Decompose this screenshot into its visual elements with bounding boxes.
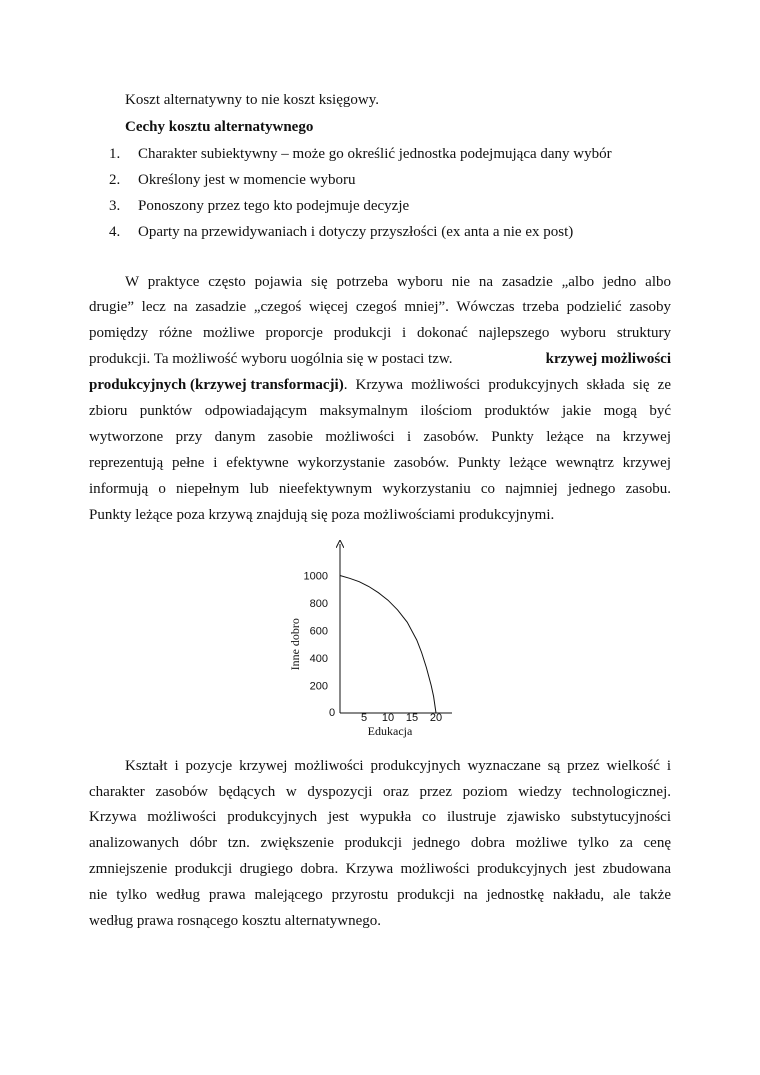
paragraph-line: zmniejszenie produkcji drugiego dobra. Krzywa możliwości produkcyjnych jest zbudowana: [89, 861, 671, 877]
y-tick-label: 400: [309, 653, 328, 665]
paragraph-line: analizowanych dóbr tzn. zwiększenie produkcji jednego dobra możliwe tylko za cenę: [89, 835, 671, 851]
features-heading: Cechy kosztu alternatywnego: [125, 119, 314, 135]
x-tick-label: 20: [429, 712, 443, 724]
y-axis-label: Inne dobro: [288, 618, 302, 671]
paragraph-line: zbioru punktów odpowiadającym maksymalnym ilościom produktów jakie mogą być: [89, 403, 671, 419]
paragraph-line: nie tylko według prawa malejącego przyrostu produkcji na jednostkę nakładu, ale także: [89, 887, 671, 903]
paragraph-line: reprezentują pełne i efektywne wykorzystanie zasobów. Punkty leżące wewnątrz krzywej: [89, 455, 671, 471]
list-item: Ponoszony przez tego kto podejmuje decyzje: [138, 198, 410, 214]
paragraph-line: informują o niepełnym lub nieefektywnym wykorzystaniu co najmniej jednego zasobu.: [89, 481, 671, 497]
paragraph-line: drugie” lecz na zasadzie „czegoś więcej czegoś mniej”. Wówczas trzeba podzielić zasoby: [89, 299, 671, 315]
paragraph-line: wytworzone przy danym zasobie możliwości i zasobów. Punkty leżące na krzywej: [89, 429, 671, 445]
paragraph-line: W praktyce często pojawia się potrzeba wyboru nie na zasadzie „albo jedno albo: [125, 274, 671, 290]
y-tick-label: 1000: [303, 570, 328, 583]
y-tick-label: 600: [309, 625, 328, 638]
paragraph-line: pomiędzy różne możliwe proporcje produkcji i dokonać najlepszego wyboru struktury: [89, 325, 671, 341]
paragraph-line: Punkty leżące poza krzywą znajdują się poza możliwościami produkcyjnymi.: [89, 507, 555, 523]
list-number: 3.: [109, 198, 121, 214]
paragraph-line: charakter zasobów będących w dyspozycji oraz przez poziom wiedzy technologicznej.: [89, 784, 671, 800]
x-tick-label: 0: [328, 707, 336, 719]
ppf-curve: [340, 576, 436, 714]
paragraph-line: Krzywa możliwości produkcyjnych jest wypukła co ilustruje zjawisko substytucyjności: [89, 809, 671, 825]
paragraph-line: Kształt i pozycje krzywej możliwości produkcyjnych wyznaczane są przez wielkość i: [125, 758, 671, 774]
term-highlight: produkcyjnych (krzywej transformacji): [89, 377, 344, 393]
x-tick-label: 10: [381, 712, 395, 724]
y-tick-label: 800: [309, 598, 328, 610]
paragraph-text: produkcji. Ta możliwość wyboru uogólnia się w postaci tzw.: [89, 351, 453, 367]
ppf-chart: [280, 538, 480, 743]
list-item: Charakter subiektywny – może go określić jednostka podejmująca dany wybór: [138, 146, 612, 162]
y-tick-label: 200: [309, 680, 328, 693]
paragraph-line: według prawa rosnącego kosztu alternatywnego.: [89, 913, 381, 929]
list-number: 1.: [109, 146, 121, 162]
list-number: 4.: [109, 224, 121, 240]
list-number: 2.: [109, 172, 121, 188]
x-tick-label: 5: [360, 712, 368, 724]
x-tick-label: 15: [405, 712, 419, 724]
list-item: Oparty na przewidywaniach i dotyczy przyszłości (ex anta a nie ex post): [138, 224, 574, 240]
term-highlight: krzywej możliwości: [545, 351, 671, 367]
paragraph-text: . Krzywa możliwości produkcyjnych składa się ze: [343, 377, 671, 393]
list-item: Określony jest w momencie wyboru: [138, 172, 356, 188]
paragraph-line: [89, 350, 671, 369]
x-axis-label: Edukacja: [367, 724, 413, 738]
paragraph-line: [89, 376, 671, 395]
intro-line: Koszt alternatywny to nie koszt księgowy.: [125, 92, 379, 108]
